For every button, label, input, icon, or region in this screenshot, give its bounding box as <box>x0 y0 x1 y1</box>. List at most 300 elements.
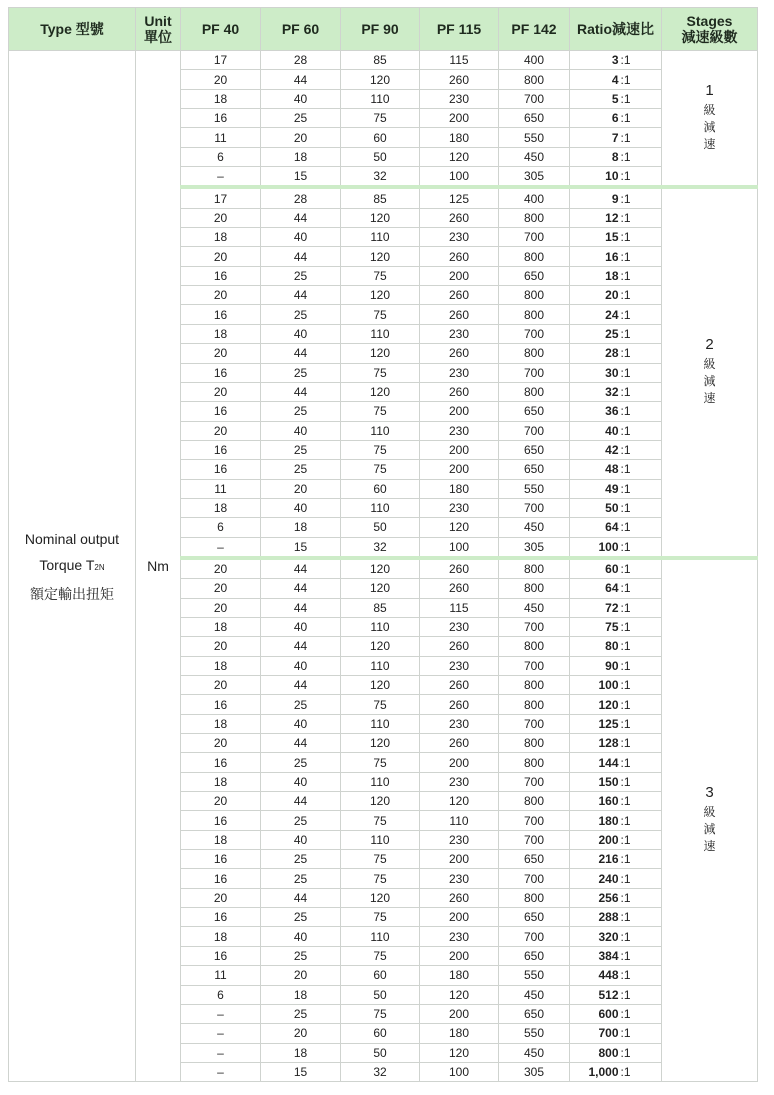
cell-pf142: 650 <box>499 946 570 965</box>
cell-pf115: 120 <box>420 1043 499 1062</box>
cell-pf90: 120 <box>341 579 420 598</box>
cell-pf60: 15 <box>261 537 341 558</box>
cell-ratio <box>570 89 662 108</box>
cell-pf115: 110 <box>420 811 499 830</box>
cell-pf115: 230 <box>420 869 499 888</box>
cell-pf40: 18 <box>181 89 261 108</box>
ratio-suffix: :1 <box>620 987 631 1002</box>
cell-pf115: 115 <box>420 598 499 617</box>
cell-pf142: 800 <box>499 888 570 907</box>
cell-ratio <box>570 70 662 89</box>
cell-ratio <box>570 324 662 343</box>
cell-pf90: 75 <box>341 402 420 421</box>
cell-pf115: 115 <box>420 51 499 70</box>
cell-pf142: 700 <box>499 363 570 382</box>
cell-pf60: 44 <box>261 558 341 579</box>
cell-pf115: 100 <box>420 537 499 558</box>
ratio-value: 4 <box>611 72 619 87</box>
cell-ratio <box>570 927 662 946</box>
cell-ratio <box>570 811 662 830</box>
ratio-suffix: :1 <box>620 716 631 731</box>
cell-pf142: 650 <box>499 908 570 927</box>
cell-pf142: 650 <box>499 109 570 128</box>
cell-pf60: 44 <box>261 382 341 401</box>
cell-pf60: 20 <box>261 966 341 985</box>
ratio-suffix: :1 <box>620 910 631 925</box>
torque-table <box>8 7 758 1082</box>
ratio-value: 25 <box>605 326 619 341</box>
cell-pf90: 110 <box>341 656 420 675</box>
ratio-suffix: :1 <box>620 169 631 184</box>
cell-pf90: 75 <box>341 753 420 772</box>
ratio-value: 50 <box>605 501 619 516</box>
cell-ratio <box>570 714 662 733</box>
ratio-suffix: :1 <box>620 249 631 264</box>
cell-pf60: 20 <box>261 1024 341 1043</box>
cell-pf40: 18 <box>181 830 261 849</box>
ratio-value: 72 <box>605 600 619 615</box>
ratio-value: 128 <box>598 736 619 751</box>
header-row <box>9 8 758 51</box>
cell-pf40: 11 <box>181 128 261 147</box>
cell-pf115: 230 <box>420 363 499 382</box>
ratio-value: 320 <box>598 929 619 944</box>
cell-pf142: 800 <box>499 382 570 401</box>
cell-pf40: – <box>181 1062 261 1081</box>
ratio-value: 100 <box>598 539 619 554</box>
cell-ratio <box>570 830 662 849</box>
cell-pf60: 40 <box>261 421 341 440</box>
header-pf60: PF 60 <box>261 8 341 51</box>
cell-pf142: 450 <box>499 598 570 617</box>
cell-pf115: 200 <box>420 946 499 965</box>
ratio-value: 48 <box>605 462 619 477</box>
cell-pf90: 75 <box>341 908 420 927</box>
cell-pf40: 16 <box>181 305 261 324</box>
cell-pf60: 44 <box>261 792 341 811</box>
cell-pf90: 110 <box>341 324 420 343</box>
ratio-value: 125 <box>598 716 619 731</box>
cell-pf142: 650 <box>499 1004 570 1023</box>
cell-pf115: 260 <box>420 305 499 324</box>
stage-char: 級 <box>703 357 716 372</box>
cell-pf142: 700 <box>499 927 570 946</box>
ratio-suffix: :1 <box>620 210 631 225</box>
cell-pf115: 230 <box>420 324 499 343</box>
cell-pf115: 230 <box>420 498 499 517</box>
cell-ratio <box>570 656 662 675</box>
ratio-suffix: :1 <box>620 948 631 963</box>
ratio-value: 3 <box>611 53 619 68</box>
cell-pf60: 15 <box>261 167 341 188</box>
cell-pf142: 450 <box>499 147 570 166</box>
cell-pf60: 40 <box>261 772 341 791</box>
cell-pf60: 40 <box>261 89 341 108</box>
cell-pf90: 75 <box>341 850 420 869</box>
ratio-suffix: :1 <box>620 852 631 867</box>
cell-pf60: 44 <box>261 598 341 617</box>
cell-ratio <box>570 946 662 965</box>
cell-pf60: 25 <box>261 850 341 869</box>
ratio-value: 36 <box>605 404 619 419</box>
cell-pf142: 550 <box>499 479 570 498</box>
cell-ratio <box>570 208 662 227</box>
cell-ratio <box>570 772 662 791</box>
cell-pf60: 18 <box>261 1043 341 1062</box>
cell-pf142: 800 <box>499 695 570 714</box>
cell-pf115: 200 <box>420 460 499 479</box>
cell-pf90: 85 <box>341 598 420 617</box>
cell-ratio <box>570 1043 662 1062</box>
ratio-suffix: :1 <box>620 1045 631 1060</box>
ratio-value: 24 <box>605 307 619 322</box>
cell-ratio <box>570 305 662 324</box>
cell-pf60: 44 <box>261 888 341 907</box>
cell-pf115: 230 <box>420 714 499 733</box>
cell-pf115: 260 <box>420 247 499 266</box>
cell-pf90: 120 <box>341 208 420 227</box>
cell-pf115: 200 <box>420 908 499 927</box>
stage-number: 2 <box>705 336 714 354</box>
cell-pf142: 800 <box>499 792 570 811</box>
cell-pf90: 50 <box>341 147 420 166</box>
cell-pf115: 180 <box>420 966 499 985</box>
cell-ratio <box>570 850 662 869</box>
cell-pf142: 400 <box>499 187 570 208</box>
cell-pf40: 16 <box>181 109 261 128</box>
header-ratio: Ratio減速比 <box>570 8 662 51</box>
cell-pf90: 75 <box>341 305 420 324</box>
cell-pf60: 25 <box>261 1004 341 1023</box>
cell-pf60: 25 <box>261 109 341 128</box>
cell-pf142: 800 <box>499 676 570 695</box>
cell-pf40: 18 <box>181 927 261 946</box>
ratio-suffix: :1 <box>620 813 631 828</box>
ratio-suffix: :1 <box>620 774 631 789</box>
cell-pf142: 305 <box>499 537 570 558</box>
cell-ratio <box>570 440 662 459</box>
ratio-value: 240 <box>598 871 619 886</box>
cell-pf40: 11 <box>181 479 261 498</box>
cell-pf40: 16 <box>181 695 261 714</box>
stage-char: 級 <box>703 102 716 117</box>
cell-ratio <box>570 344 662 363</box>
stage-char: 減 <box>703 822 716 837</box>
ratio-suffix: :1 <box>620 968 631 983</box>
cell-pf142: 700 <box>499 498 570 517</box>
ratio-suffix: :1 <box>620 539 631 554</box>
cell-pf60: 25 <box>261 266 341 285</box>
cell-ratio <box>570 363 662 382</box>
cell-pf115: 230 <box>420 656 499 675</box>
cell-pf60: 44 <box>261 208 341 227</box>
ratio-suffix: :1 <box>620 111 631 126</box>
cell-pf90: 110 <box>341 830 420 849</box>
ratio-suffix: :1 <box>620 130 631 145</box>
ratio-suffix: :1 <box>620 678 631 693</box>
cell-pf115: 260 <box>420 888 499 907</box>
cell-pf90: 120 <box>341 382 420 401</box>
cell-pf115: 260 <box>420 734 499 753</box>
ratio-value: 120 <box>598 697 619 712</box>
cell-pf40: 20 <box>181 579 261 598</box>
cell-pf142: 305 <box>499 1062 570 1081</box>
ratio-value: 160 <box>598 794 619 809</box>
ratio-value: 144 <box>598 755 619 770</box>
cell-pf115: 260 <box>420 637 499 656</box>
ratio-suffix: :1 <box>620 1026 631 1041</box>
cell-pf90: 110 <box>341 772 420 791</box>
cell-pf40: 16 <box>181 402 261 421</box>
cell-pf142: 800 <box>499 70 570 89</box>
cell-pf90: 32 <box>341 1062 420 1081</box>
cell-pf40: 17 <box>181 187 261 208</box>
cell-pf115: 125 <box>420 187 499 208</box>
cell-pf115: 120 <box>420 147 499 166</box>
ratio-suffix: :1 <box>620 481 631 496</box>
cell-pf90: 120 <box>341 676 420 695</box>
stage-number: 3 <box>705 784 714 802</box>
ratio-value: 30 <box>605 365 619 380</box>
ratio-value: 600 <box>598 1007 619 1022</box>
cell-pf142: 800 <box>499 734 570 753</box>
cell-pf40: 20 <box>181 247 261 266</box>
cell-pf40: – <box>181 1004 261 1023</box>
ratio-value: 80 <box>605 639 619 654</box>
header-pf142: PF 142 <box>499 8 570 51</box>
cell-pf142: 700 <box>499 772 570 791</box>
ratio-value: 49 <box>605 481 619 496</box>
stage-char: 速 <box>703 839 716 854</box>
cell-pf40: 18 <box>181 656 261 675</box>
cell-ratio <box>570 460 662 479</box>
cell-ratio <box>570 51 662 70</box>
cell-pf60: 40 <box>261 324 341 343</box>
cell-pf40: – <box>181 1043 261 1062</box>
cell-pf142: 700 <box>499 228 570 247</box>
stage-2-cell <box>662 187 758 558</box>
ratio-value: 16 <box>605 249 619 264</box>
cell-pf90: 75 <box>341 460 420 479</box>
ratio-value: 90 <box>605 658 619 673</box>
cell-ratio <box>570 753 662 772</box>
cell-pf142: 700 <box>499 421 570 440</box>
ratio-suffix: :1 <box>620 929 631 944</box>
cell-pf115: 230 <box>420 89 499 108</box>
header-pf90: PF 90 <box>341 8 420 51</box>
cell-pf40: 16 <box>181 811 261 830</box>
cell-pf142: 650 <box>499 266 570 285</box>
cell-pf60: 25 <box>261 695 341 714</box>
cell-pf142: 700 <box>499 714 570 733</box>
cell-ratio <box>570 286 662 305</box>
cell-pf60: 44 <box>261 637 341 656</box>
cell-pf40: 11 <box>181 966 261 985</box>
header-pf40: PF 40 <box>181 8 261 51</box>
cell-pf90: 50 <box>341 518 420 537</box>
cell-pf115: 200 <box>420 109 499 128</box>
cell-pf40: 20 <box>181 382 261 401</box>
cell-pf60: 40 <box>261 228 341 247</box>
cell-pf90: 75 <box>341 1004 420 1023</box>
cell-pf115: 180 <box>420 1024 499 1043</box>
ratio-value: 7 <box>611 130 619 145</box>
cell-pf115: 200 <box>420 1004 499 1023</box>
cell-pf40: 17 <box>181 51 261 70</box>
cell-pf40: 20 <box>181 676 261 695</box>
ratio-value: 512 <box>598 987 619 1002</box>
cell-pf142: 450 <box>499 1043 570 1062</box>
cell-pf60: 44 <box>261 344 341 363</box>
cell-pf142: 800 <box>499 637 570 656</box>
cell-ratio <box>570 228 662 247</box>
cell-pf60: 25 <box>261 460 341 479</box>
cell-ratio <box>570 128 662 147</box>
cell-pf115: 230 <box>420 421 499 440</box>
cell-pf115: 260 <box>420 579 499 598</box>
ratio-suffix: :1 <box>620 91 631 106</box>
cell-pf90: 120 <box>341 792 420 811</box>
cell-pf90: 120 <box>341 344 420 363</box>
cell-pf60: 40 <box>261 927 341 946</box>
cell-pf142: 800 <box>499 579 570 598</box>
cell-ratio <box>570 498 662 517</box>
ratio-value: 8 <box>611 149 619 164</box>
ratio-value: 32 <box>605 385 619 400</box>
cell-pf60: 44 <box>261 734 341 753</box>
cell-ratio <box>570 537 662 558</box>
cell-pf40: 16 <box>181 753 261 772</box>
cell-pf115: 260 <box>420 695 499 714</box>
cell-ratio <box>570 247 662 266</box>
cell-pf90: 75 <box>341 363 420 382</box>
cell-pf60: 15 <box>261 1062 341 1081</box>
cell-pf115: 100 <box>420 167 499 188</box>
ratio-value: 20 <box>605 288 619 303</box>
ratio-suffix: :1 <box>620 520 631 535</box>
cell-pf60: 28 <box>261 187 341 208</box>
cell-pf142: 700 <box>499 89 570 108</box>
cell-pf142: 800 <box>499 286 570 305</box>
cell-pf115: 260 <box>420 676 499 695</box>
stage-char: 級 <box>703 805 716 820</box>
ratio-value: 75 <box>605 620 619 635</box>
cell-pf142: 700 <box>499 324 570 343</box>
ratio-suffix: :1 <box>620 562 631 577</box>
stage-1-cell <box>662 51 758 188</box>
ratio-value: 42 <box>605 443 619 458</box>
cell-pf142: 550 <box>499 1024 570 1043</box>
cell-ratio <box>570 1004 662 1023</box>
ratio-value: 384 <box>598 948 619 963</box>
cell-pf115: 260 <box>420 286 499 305</box>
cell-ratio <box>570 421 662 440</box>
ratio-suffix: :1 <box>620 423 631 438</box>
cell-pf40: 6 <box>181 147 261 166</box>
ratio-suffix: :1 <box>620 326 631 341</box>
cell-ratio <box>570 147 662 166</box>
cell-pf142: 800 <box>499 208 570 227</box>
cell-pf142: 650 <box>499 402 570 421</box>
cell-pf142: 800 <box>499 247 570 266</box>
ratio-value: 150 <box>598 774 619 789</box>
cell-pf60: 44 <box>261 247 341 266</box>
cell-pf90: 75 <box>341 946 420 965</box>
cell-pf90: 60 <box>341 966 420 985</box>
cell-pf115: 120 <box>420 985 499 1004</box>
cell-ratio <box>570 676 662 695</box>
cell-ratio <box>570 479 662 498</box>
cell-pf40: 16 <box>181 869 261 888</box>
ratio-value: 5 <box>611 91 619 106</box>
cell-pf40: – <box>181 1024 261 1043</box>
cell-pf90: 120 <box>341 637 420 656</box>
cell-pf60: 25 <box>261 946 341 965</box>
ratio-suffix: :1 <box>620 346 631 361</box>
cell-pf60: 44 <box>261 676 341 695</box>
cell-pf90: 75 <box>341 109 420 128</box>
ratio-value: 256 <box>598 890 619 905</box>
cell-pf40: 6 <box>181 985 261 1004</box>
cell-pf142: 800 <box>499 558 570 579</box>
cell-pf60: 25 <box>261 753 341 772</box>
cell-ratio <box>570 598 662 617</box>
cell-pf90: 120 <box>341 70 420 89</box>
cell-pf142: 650 <box>499 460 570 479</box>
cell-pf60: 25 <box>261 908 341 927</box>
ratio-value: 288 <box>598 910 619 925</box>
header-unit: Unit 單位 <box>136 8 181 51</box>
cell-pf115: 200 <box>420 402 499 421</box>
cell-pf115: 100 <box>420 1062 499 1081</box>
ratio-value: 100 <box>598 678 619 693</box>
label-line-3: 額定輸出扭矩 <box>30 585 114 602</box>
cell-pf90: 120 <box>341 888 420 907</box>
stage-number: 1 <box>705 81 714 99</box>
ratio-suffix: :1 <box>620 365 631 380</box>
cell-pf40: 20 <box>181 70 261 89</box>
cell-pf40: 20 <box>181 637 261 656</box>
cell-pf115: 200 <box>420 266 499 285</box>
cell-ratio <box>570 402 662 421</box>
ratio-suffix: :1 <box>620 1065 631 1080</box>
cell-pf142: 700 <box>499 656 570 675</box>
cell-ratio <box>570 266 662 285</box>
ratio-value: 18 <box>605 268 619 283</box>
ratio-suffix: :1 <box>620 697 631 712</box>
cell-pf40: 20 <box>181 208 261 227</box>
cell-pf90: 110 <box>341 228 420 247</box>
ratio-suffix: :1 <box>620 581 631 596</box>
ratio-suffix: :1 <box>620 307 631 322</box>
ratio-value: 800 <box>598 1045 619 1060</box>
cell-ratio <box>570 966 662 985</box>
ratio-suffix: :1 <box>620 501 631 516</box>
cell-pf142: 800 <box>499 344 570 363</box>
cell-pf90: 50 <box>341 1043 420 1062</box>
cell-pf40: 20 <box>181 792 261 811</box>
cell-pf40: 16 <box>181 440 261 459</box>
cell-pf40: 16 <box>181 266 261 285</box>
cell-pf142: 305 <box>499 167 570 188</box>
cell-pf40: 18 <box>181 498 261 517</box>
cell-pf60: 28 <box>261 51 341 70</box>
cell-pf90: 110 <box>341 421 420 440</box>
cell-pf90: 60 <box>341 1024 420 1043</box>
cell-pf142: 450 <box>499 985 570 1004</box>
ratio-value: 200 <box>598 832 619 847</box>
cell-pf60: 20 <box>261 479 341 498</box>
